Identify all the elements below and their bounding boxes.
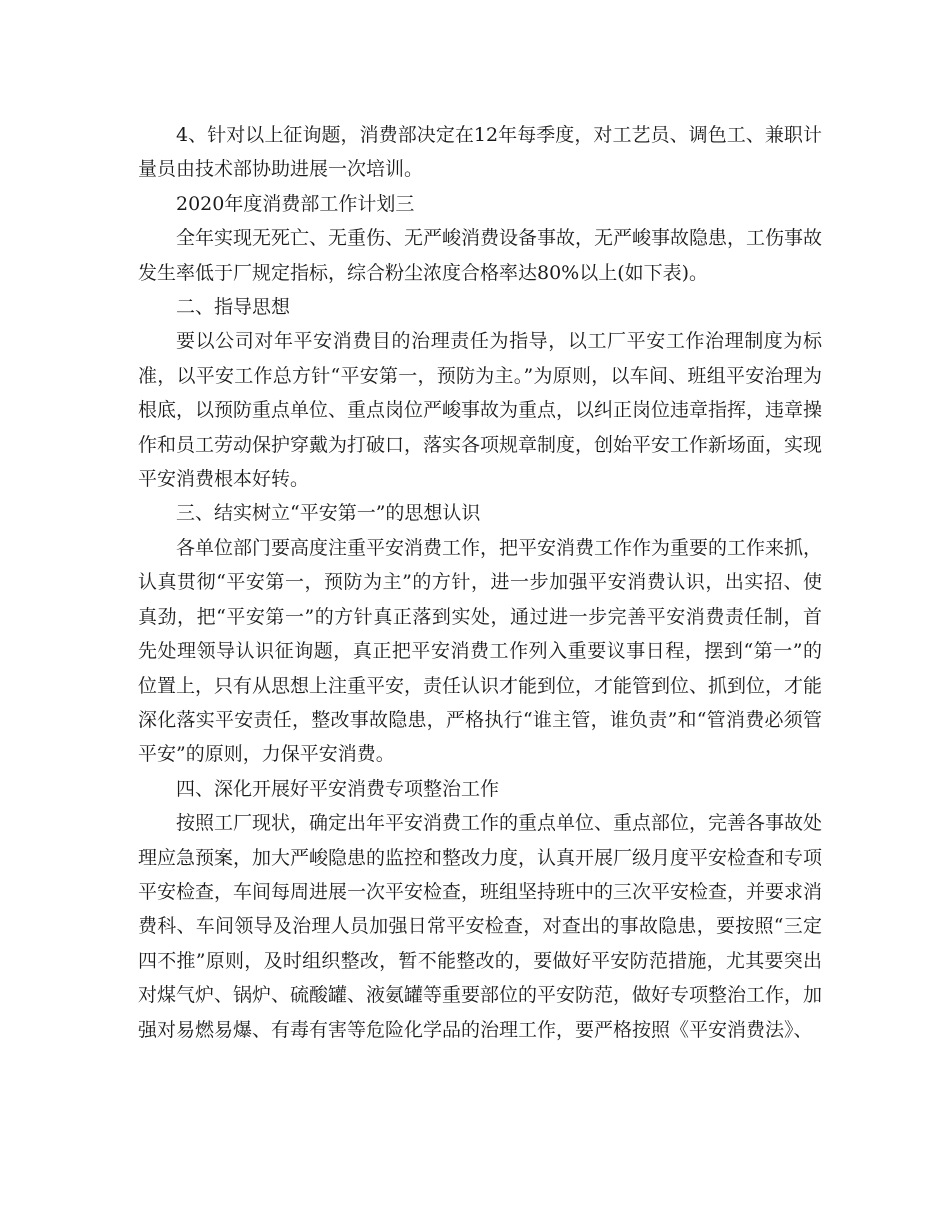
heading-special-rectification: 四、深化开展好平安消费专项整治工作 — [176, 777, 500, 800]
document-page — [138, 118, 822, 1047]
paragraph-annual-goals: 全年实现无死亡、无重伤、无严峻消费设备事故，无严峻事故隐患，工伤事故发生率低于厂规定指标，综合粉尘浓度合格率达80%以上(如下表)。 — [138, 227, 823, 284]
heading-guiding-ideology: 二、指导思想 — [176, 296, 291, 319]
paragraph-training: 4、针对以上征询题，消费部决定在12年每季度，对工艺员、调色工、兼职计量员由技术部协助进展一次培训。 — [138, 124, 822, 181]
paragraph-special-rectification: 按照工厂现状，确定出年平安消费工作的重点单位、重点部位，完善各事故处理应急预案，加大严峻隐患的监控和整改力度，认真开展厂级月度平安检查和专项平安检查，车间每周进展一次平安检查，班组坚持班中的三次平安检查，并要求消费科、车间领导及治理人员加强日常平安检查，对查出的事故隐患，要按照“三定四不推”原则，及时组织整改，暂不能整改的，要做好平安防范措施，尤其要突出对煤气炉、锅炉、硫酸罐、液氨罐等重要部位的平安防范，做好专项整治工作，加强对易燃易爆、有毒有害等危险化学品的治理工作，要严格按照《平安消费法》、 — [138, 812, 823, 1041]
paragraph-guiding-ideology: 要以公司对年平安消费目的治理责任为指导，以工厂平安工作治理制度为标准，以平安工作总方针“平安第一，预防为主。”为原则，以车间、班组平安治理为根底，以预防重点单位、重点岗位严峻事故为重点，以纠正岗位违章指挥，违章操作和员工劳动保护穿戴为打破口，落实各项规章制度，创始平安工作新场面，实现平安消费根本好转。 — [138, 330, 823, 491]
heading-safety-first: 三、结实树立“平安第一”的思想认识 — [176, 502, 481, 525]
heading-plan-three: 2020年度消费部工作计划三 — [176, 192, 415, 215]
paragraph-safety-first: 各单位部门要高度注重平安消费工作，把平安消费工作作为重要的工作来抓，认真贯彻“平安第一，预防为主”的方针，进一步加强平安消费认识，出实招、使真劲，把“平安第一”的方针真正落到实处，通过进一步完善平安消费责任制，首先处理领导认识征询题，真正把平安消费工作列入重要议事日程，摆到“第一”的位置上，只有从思想上注重平安，责任认识才能到位，才能管到位、抓到位，才能深化落实平安责任，整改事故隐患，严格执行“谁主管，谁负责”和“管消费必须管平安”的原则，力保平安消费。 — [138, 536, 823, 766]
